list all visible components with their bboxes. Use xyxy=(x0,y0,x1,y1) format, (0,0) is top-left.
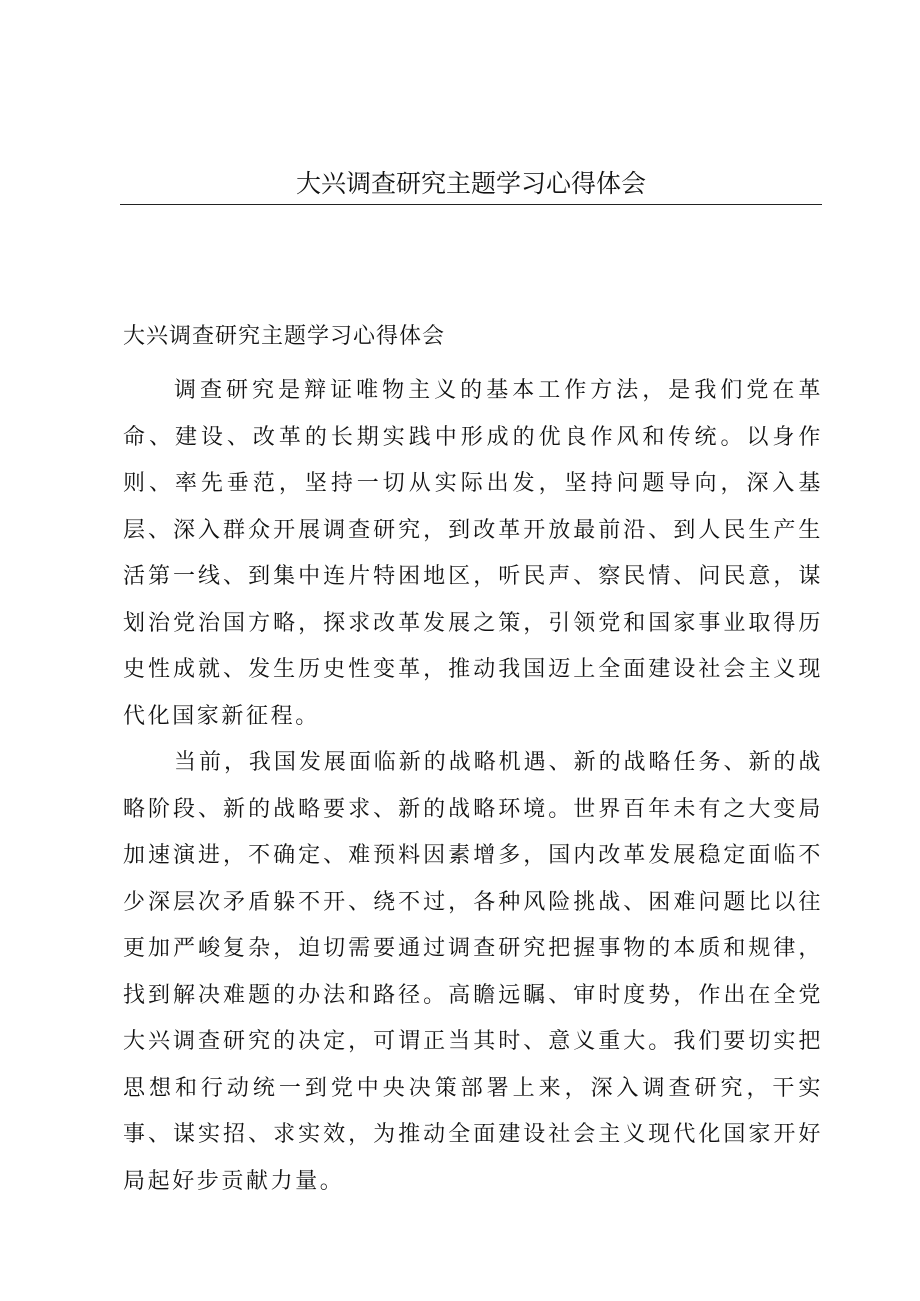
page-header-title: 大兴调查研究主题学习心得体会 xyxy=(120,166,822,205)
document-title: 大兴调查研究主题学习心得体会 xyxy=(123,324,446,349)
document-body xyxy=(123,368,823,1205)
paragraph-1: 调查研究是辩证唯物主义的基本工作方法，是我们党在革命、建设、改革的长期实践中形成的优良作风和传统。以身作则、率先垂范，坚持一切从实际出发，坚持问题导向，深入基层、深入群众开展调查研究，到改革开放最前沿、到人民生产生活第一线、到集中连片特困地区，听民声、察民情、问民意，谋划治党治国方略，探求改革发展之策，引领党和国家事业取得历史性成就、发生历史性变革，推动我国迈上全面建设社会主义现代化国家新征程。 xyxy=(123,378,823,729)
paragraph-2: 当前，我国发展面临新的战略机遇、新的战略任务、新的战略阶段、新的战略要求、新的战略环境。世界百年未有之大变局加速演进，不确定、难预料因素增多，国内改革发展稳定面临不少深层次矛盾躲不开、绕不过，各种风险挑战、困难问题比以往更加严峻复杂，迫切需要通过调查研究把握事物的本质和规律，找到解决难题的办法和路径。高瞻远瞩、审时度势，作出在全党大兴调查研究的决定，可谓正当其时、意义重大。我们要切实把思想和行动统一到党中央决策部署上来，深入调查研究，干实事、谋实招、求实效，为推动全面建设社会主义现代化国家开好局起好步贡献力量。 xyxy=(123,750,823,1194)
